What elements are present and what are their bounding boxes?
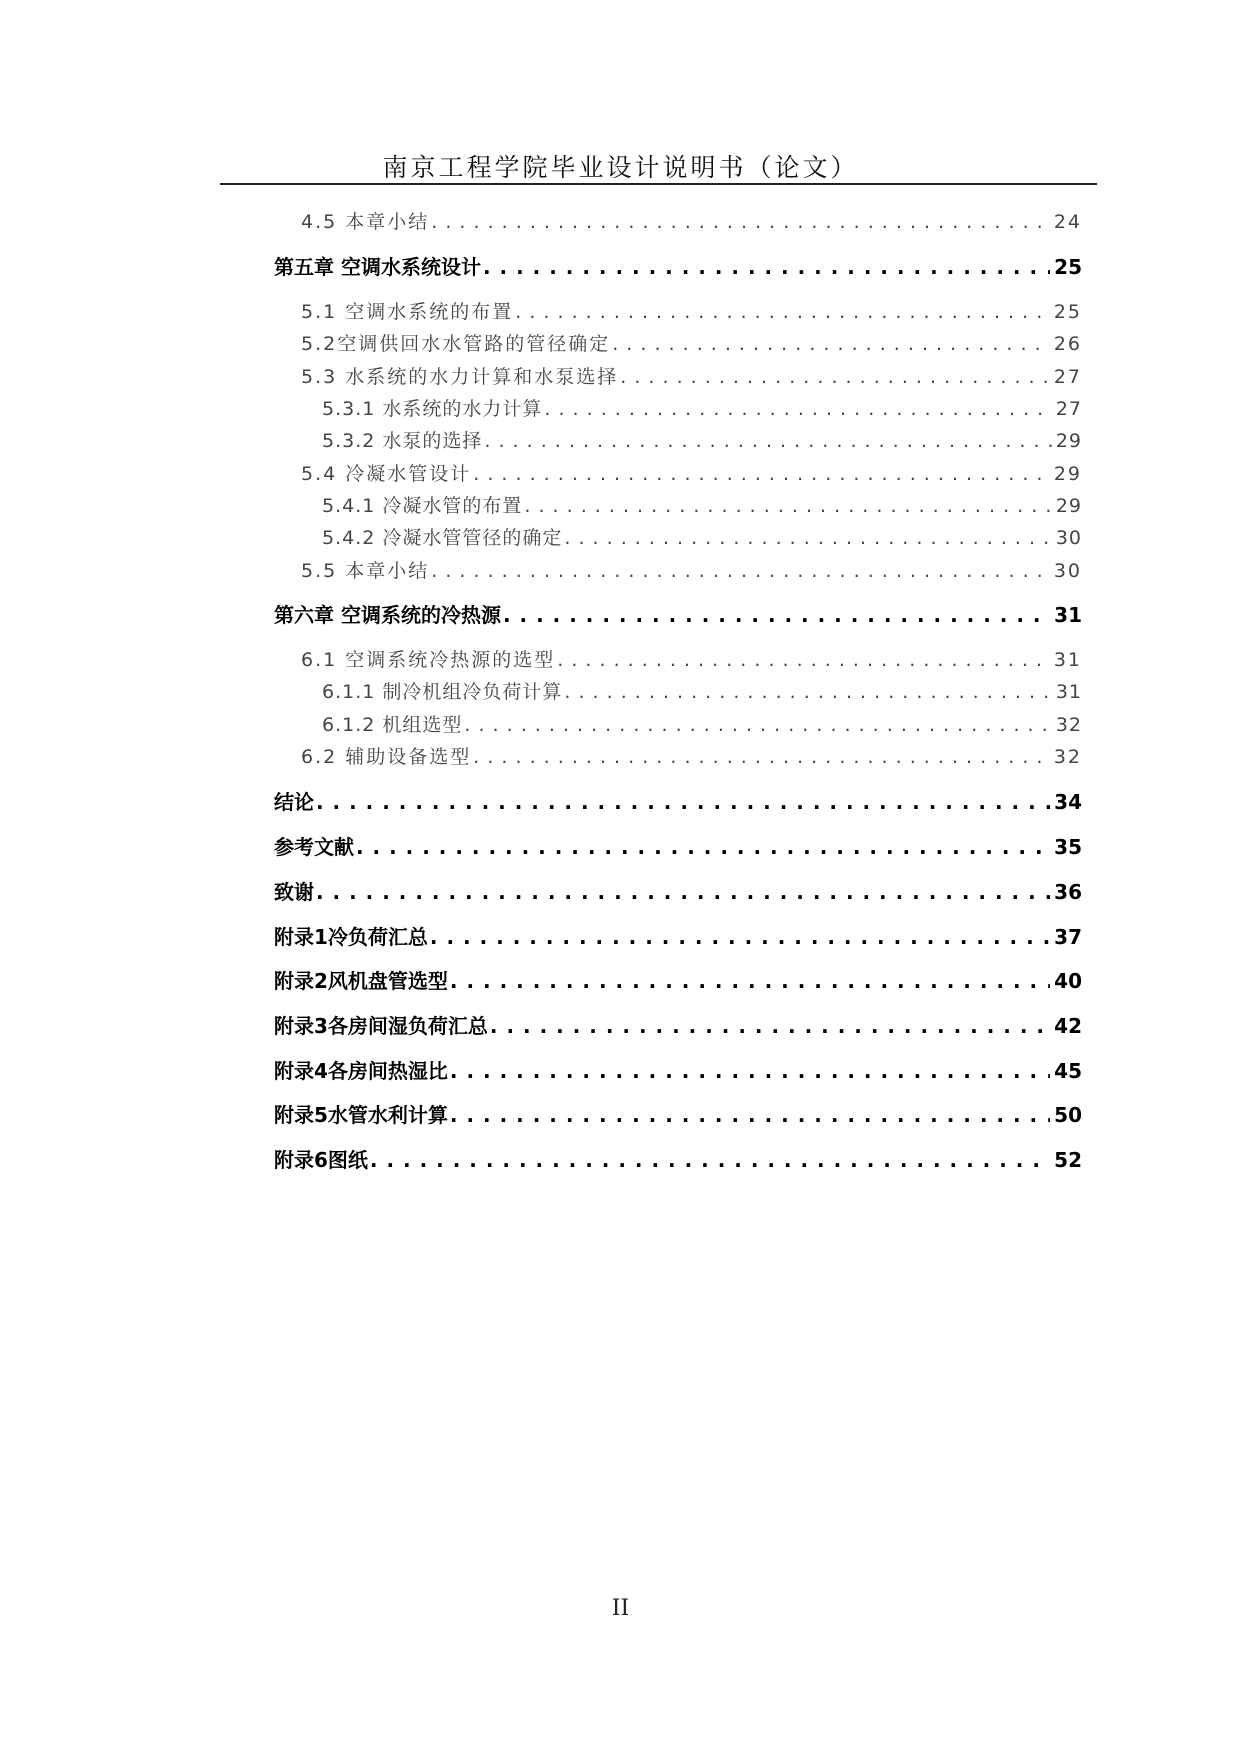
toc-leader-dots bbox=[490, 1014, 1050, 1038]
toc-leader-dots bbox=[483, 255, 1050, 279]
toc-leader-dots bbox=[356, 835, 1050, 859]
toc-leader-dots bbox=[370, 1148, 1050, 1172]
toc-entry-page: 25 bbox=[1053, 301, 1082, 323]
toc-entry-page: 29 bbox=[1053, 463, 1082, 485]
toc-entry-label: 5.2空调供回水水管路的管径确定 bbox=[301, 333, 611, 355]
toc-entry-page: 31 bbox=[1053, 649, 1082, 671]
toc-entry[interactable] bbox=[274, 831, 1082, 860]
toc-entry-page: 42 bbox=[1054, 1014, 1082, 1038]
toc-entry-label: 5.3 水系统的水力计算和水泵选择 bbox=[301, 366, 619, 388]
toc-leader-dots bbox=[564, 527, 1051, 549]
toc-entry-label: 6.1 空调系统冷热源的选型 bbox=[301, 649, 556, 671]
toc-leader-dots bbox=[450, 1103, 1050, 1127]
toc-entry-page: 45 bbox=[1054, 1059, 1082, 1083]
toc-entry-label: 参考文献 bbox=[274, 835, 354, 859]
toc-entry-label: 5.5 本章小结 bbox=[301, 560, 430, 582]
toc-entry[interactable] bbox=[322, 426, 1082, 453]
toc-leader-dots bbox=[564, 681, 1051, 703]
toc-leader-dots bbox=[431, 560, 1050, 582]
toc-entry[interactable] bbox=[274, 921, 1082, 950]
toc-entry-label: 致谢 bbox=[274, 880, 314, 904]
toc-entry-label: 5.3.2 水泵的选择 bbox=[322, 430, 483, 452]
toc-entry[interactable] bbox=[274, 1010, 1082, 1039]
toc-entry-label: 附录2风机盘管选型 bbox=[274, 969, 448, 993]
toc-leader-dots bbox=[612, 333, 1050, 355]
toc-leader-dots bbox=[450, 969, 1050, 993]
toc-entry-label: 5.1 空调水系统的布置 bbox=[301, 301, 514, 323]
toc-entry-label: 附录1冷负荷汇总 bbox=[274, 925, 428, 949]
toc-entry-page: 30 bbox=[1053, 560, 1082, 582]
toc-entry[interactable] bbox=[301, 645, 1082, 672]
toc-leader-dots bbox=[431, 211, 1050, 233]
toc-entry-label: 5.4.1 冷凝水管的布置 bbox=[322, 495, 523, 517]
toc-leader-dots bbox=[464, 714, 1051, 736]
toc-leader-dots bbox=[473, 746, 1050, 768]
toc-entry[interactable] bbox=[274, 1144, 1082, 1173]
toc-entry-page: 32 bbox=[1055, 714, 1082, 736]
toc-entry[interactable] bbox=[274, 1099, 1082, 1128]
toc-entry-page: 37 bbox=[1054, 925, 1082, 949]
toc-entry[interactable] bbox=[274, 876, 1082, 905]
toc-entry-label: 附录4各房间热湿比 bbox=[274, 1059, 448, 1083]
toc-entry-page: 31 bbox=[1054, 603, 1082, 627]
toc-leader-dots bbox=[503, 603, 1050, 627]
toc-entry-label: 附录3各房间湿负荷汇总 bbox=[274, 1014, 488, 1038]
toc-entry-page: 31 bbox=[1055, 681, 1082, 703]
toc-entry-label: 附录6图纸 bbox=[274, 1148, 368, 1172]
toc-leader-dots bbox=[557, 649, 1050, 671]
toc-leader-dots bbox=[316, 880, 1050, 904]
toc-entry-label: 第五章 空调水系统设计 bbox=[274, 255, 481, 279]
header-rule bbox=[220, 183, 1097, 185]
toc-entry-label: 5.3.1 水系统的水力计算 bbox=[322, 398, 543, 420]
toc-leader-dots bbox=[484, 430, 1051, 452]
toc-entry-page: 35 bbox=[1054, 835, 1082, 859]
toc-entry[interactable] bbox=[301, 207, 1082, 234]
toc-entry-label: 6.2 辅助设备选型 bbox=[301, 746, 472, 768]
toc-entry-page: 26 bbox=[1053, 333, 1082, 355]
toc-entry[interactable] bbox=[301, 362, 1082, 389]
toc-entry-page: 52 bbox=[1054, 1148, 1082, 1172]
toc-entry-page: 29 bbox=[1055, 495, 1082, 517]
toc-entry-page: 27 bbox=[1053, 366, 1082, 388]
toc-entry-label: 第六章 空调系统的冷热源 bbox=[274, 603, 501, 627]
toc-entry[interactable] bbox=[301, 329, 1082, 356]
toc-entry-label: 6.1.2 机组选型 bbox=[322, 714, 463, 736]
toc-entry[interactable] bbox=[274, 599, 1082, 628]
toc-entry-page: 27 bbox=[1055, 398, 1082, 420]
toc-entry-page: 30 bbox=[1055, 527, 1082, 549]
toc-entry-label: 6.1.1 制冷机组冷负荷计算 bbox=[322, 681, 563, 703]
toc-entry-page: 25 bbox=[1054, 255, 1082, 279]
toc-entry-label: 附录5水管水利计算 bbox=[274, 1103, 448, 1127]
toc-entry-page: 50 bbox=[1054, 1103, 1082, 1127]
page-header-title: 南京工程学院毕业设计说明书（论文） bbox=[382, 153, 859, 182]
toc-entry-page: 40 bbox=[1054, 969, 1082, 993]
toc-leader-dots bbox=[316, 790, 1050, 814]
toc-leader-dots bbox=[524, 495, 1051, 517]
toc-entry[interactable] bbox=[301, 742, 1082, 769]
toc-entry-page: 24 bbox=[1053, 211, 1082, 233]
toc-leader-dots bbox=[430, 925, 1050, 949]
toc-entry[interactable] bbox=[301, 297, 1082, 324]
toc-entry[interactable] bbox=[274, 965, 1082, 994]
toc-entry-page: 32 bbox=[1053, 746, 1082, 768]
toc-entry-label: 5.4 冷凝水管设计 bbox=[301, 463, 472, 485]
toc-entry[interactable] bbox=[322, 710, 1082, 737]
toc-entry[interactable] bbox=[322, 677, 1082, 704]
toc-leader-dots bbox=[620, 366, 1050, 388]
toc-entry-page: 29 bbox=[1055, 430, 1082, 452]
toc-entry[interactable] bbox=[301, 459, 1082, 486]
toc-entry[interactable] bbox=[322, 523, 1082, 550]
toc-entry[interactable] bbox=[274, 786, 1082, 815]
toc-entry-page: 34 bbox=[1054, 790, 1082, 814]
toc-entry[interactable] bbox=[322, 394, 1082, 421]
toc-leader-dots bbox=[473, 463, 1050, 485]
page-number: II bbox=[611, 1596, 630, 1621]
toc-leader-dots bbox=[515, 301, 1050, 323]
toc-entry[interactable] bbox=[322, 491, 1082, 518]
toc-leader-dots bbox=[544, 398, 1051, 420]
toc-entry[interactable] bbox=[274, 251, 1082, 280]
toc-entry[interactable] bbox=[301, 556, 1082, 583]
toc-entry-label: 5.4.2 冷凝水管管径的确定 bbox=[322, 527, 563, 549]
toc-entry-label: 4.5 本章小结 bbox=[301, 211, 430, 233]
toc-leader-dots bbox=[450, 1059, 1050, 1083]
toc-entry-label: 结论 bbox=[274, 790, 314, 814]
toc-entry-page: 36 bbox=[1054, 880, 1082, 904]
toc-entry[interactable] bbox=[274, 1055, 1082, 1084]
